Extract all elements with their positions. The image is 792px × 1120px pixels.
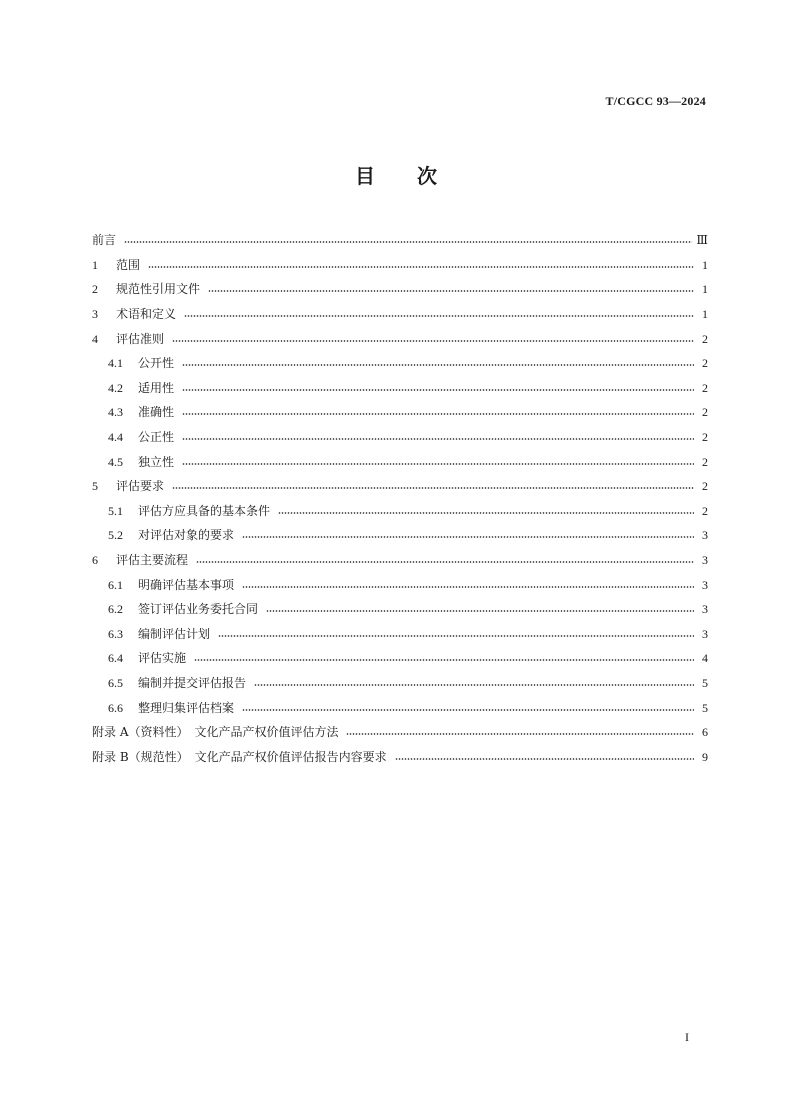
toc-entry[interactable] bbox=[92, 351, 708, 376]
toc-entry-label: 评估主要流程 bbox=[116, 553, 189, 568]
toc-entry[interactable] bbox=[92, 572, 708, 597]
toc-entry-number: 5.2 bbox=[108, 528, 123, 543]
toc-entry-number: 2 bbox=[92, 282, 98, 297]
toc-entry-page: 1 bbox=[702, 282, 708, 297]
toc-entry-label: 附录 A（资料性） 文化产品产权价值评估方法 bbox=[92, 725, 339, 740]
toc-entry-label: 附录 B（规范性） 文化产品产权价值评估报告内容要求 bbox=[92, 749, 387, 764]
toc-entry-page: 3 bbox=[702, 577, 708, 592]
toc-entry-page: 2 bbox=[702, 479, 708, 494]
toc-entry[interactable] bbox=[92, 622, 708, 647]
toc-entry-page: 4 bbox=[702, 651, 708, 666]
dot-leader bbox=[182, 463, 694, 465]
toc-entry-number: 6.3 bbox=[108, 626, 123, 641]
toc-title-char-1: 目 bbox=[355, 164, 375, 188]
toc-entry-number: 6.1 bbox=[108, 577, 123, 592]
toc-entry-label: 公正性 bbox=[138, 430, 175, 445]
toc-entry-number: 4 bbox=[92, 331, 98, 346]
toc-entry-label: 范围 bbox=[116, 257, 141, 272]
toc-title bbox=[0, 160, 792, 189]
toc-entry-page: 2 bbox=[702, 331, 708, 346]
toc-entry-page: 9 bbox=[702, 749, 708, 764]
toc-entry[interactable] bbox=[92, 302, 708, 327]
dot-leader bbox=[182, 389, 694, 391]
toc-entry-label: 评估方应具备的基本条件 bbox=[138, 503, 271, 518]
toc-entry-page: 5 bbox=[702, 700, 708, 715]
toc-entry[interactable] bbox=[92, 253, 708, 278]
dot-leader bbox=[182, 364, 694, 366]
toc-entry-label: 编制评估计划 bbox=[138, 626, 211, 641]
toc-entry[interactable] bbox=[92, 499, 708, 524]
dot-leader bbox=[172, 340, 694, 342]
dot-leader bbox=[242, 709, 694, 711]
toc-entry-page: 2 bbox=[702, 503, 708, 518]
toc-entry[interactable] bbox=[92, 646, 708, 671]
toc-entry-number: 6 bbox=[92, 553, 98, 568]
dot-leader bbox=[242, 536, 694, 538]
toc-entry-number: 4.5 bbox=[108, 454, 123, 469]
toc-entry-page: 3 bbox=[702, 602, 708, 617]
toc-entry-number: 5 bbox=[92, 479, 98, 494]
toc-entry[interactable] bbox=[92, 671, 708, 696]
toc-entry[interactable] bbox=[92, 744, 708, 769]
toc-entry-label: 对评估对象的要求 bbox=[138, 528, 235, 543]
toc-entry-label: 准确性 bbox=[138, 405, 175, 420]
toc-entry-page: 6 bbox=[702, 725, 708, 740]
dot-leader bbox=[254, 684, 694, 686]
toc-entry[interactable] bbox=[92, 425, 708, 450]
toc-entry-label: 独立性 bbox=[138, 454, 175, 469]
dot-leader bbox=[346, 733, 694, 735]
toc-entry-number: 1 bbox=[92, 257, 98, 272]
dot-leader bbox=[194, 659, 694, 661]
toc-entry-page: 2 bbox=[702, 405, 708, 420]
toc-entry-page: 2 bbox=[702, 430, 708, 445]
toc-entry[interactable] bbox=[92, 228, 708, 253]
toc-entry-label: 评估要求 bbox=[116, 479, 165, 494]
toc-entry-number: 4.3 bbox=[108, 405, 123, 420]
table-of-contents bbox=[92, 228, 708, 769]
toc-entry-page: 3 bbox=[702, 528, 708, 543]
toc-entry[interactable] bbox=[92, 548, 708, 573]
toc-entry-label: 签订评估业务委托合同 bbox=[138, 602, 259, 617]
dot-leader bbox=[172, 487, 694, 489]
toc-entry-page: 2 bbox=[702, 356, 708, 371]
toc-entry-number: 6.2 bbox=[108, 602, 123, 617]
toc-entry[interactable] bbox=[92, 597, 708, 622]
toc-entry-label: 适用性 bbox=[138, 380, 175, 395]
toc-entry-label: 术语和定义 bbox=[116, 307, 177, 322]
toc-entry[interactable] bbox=[92, 720, 708, 745]
toc-title-char-2: 次 bbox=[417, 164, 437, 188]
dot-leader bbox=[218, 635, 694, 637]
dot-leader bbox=[278, 512, 694, 514]
dot-leader bbox=[196, 561, 694, 563]
toc-entry-label: 评估实施 bbox=[138, 651, 187, 666]
dot-leader bbox=[182, 438, 694, 440]
toc-entry-page: 5 bbox=[702, 675, 708, 690]
toc-entry-label: 明确评估基本事项 bbox=[138, 577, 235, 592]
dot-leader bbox=[182, 413, 694, 415]
toc-entry-label: 前言 bbox=[92, 233, 117, 248]
toc-entry[interactable] bbox=[92, 523, 708, 548]
toc-entry-number: 6.5 bbox=[108, 675, 123, 690]
footer-page-number: I bbox=[685, 1030, 689, 1044]
toc-entry-page: 2 bbox=[702, 454, 708, 469]
toc-entry-number: 3 bbox=[92, 307, 98, 322]
toc-entry[interactable] bbox=[92, 449, 708, 474]
toc-entry[interactable] bbox=[92, 376, 708, 401]
dot-leader bbox=[148, 266, 694, 268]
dot-leader bbox=[124, 241, 692, 243]
toc-entry-label: 编制并提交评估报告 bbox=[138, 675, 247, 690]
document-id: T/CGCC 93—2024 bbox=[605, 94, 706, 108]
toc-entry-number: 6.6 bbox=[108, 700, 123, 715]
toc-entry-label: 公开性 bbox=[138, 356, 175, 371]
toc-entry[interactable] bbox=[92, 695, 708, 720]
toc-entry-number: 4.4 bbox=[108, 430, 123, 445]
toc-entry-label: 规范性引用文件 bbox=[116, 282, 201, 297]
toc-entry-number: 4.2 bbox=[108, 380, 123, 395]
toc-entry-page: 3 bbox=[702, 626, 708, 641]
toc-entry-page: Ⅲ bbox=[696, 233, 708, 248]
toc-entry[interactable] bbox=[92, 277, 708, 302]
toc-entry-page: 1 bbox=[702, 307, 708, 322]
dot-leader bbox=[395, 758, 694, 760]
dot-leader bbox=[208, 290, 694, 292]
toc-entry-label: 评估准则 bbox=[116, 331, 165, 346]
toc-entry[interactable] bbox=[92, 400, 708, 425]
toc-entry-page: 1 bbox=[702, 257, 708, 272]
toc-entry[interactable] bbox=[92, 326, 708, 351]
toc-entry-page: 2 bbox=[702, 380, 708, 395]
toc-entry-number: 4.1 bbox=[108, 356, 123, 371]
toc-entry-number: 5.1 bbox=[108, 503, 123, 518]
toc-entry-page: 3 bbox=[702, 553, 708, 568]
toc-entry-label: 整理归集评估档案 bbox=[138, 700, 235, 715]
toc-entry[interactable] bbox=[92, 474, 708, 499]
dot-leader bbox=[242, 586, 694, 588]
dot-leader bbox=[184, 315, 694, 317]
dot-leader bbox=[266, 610, 694, 612]
toc-entry-number: 6.4 bbox=[108, 651, 123, 666]
